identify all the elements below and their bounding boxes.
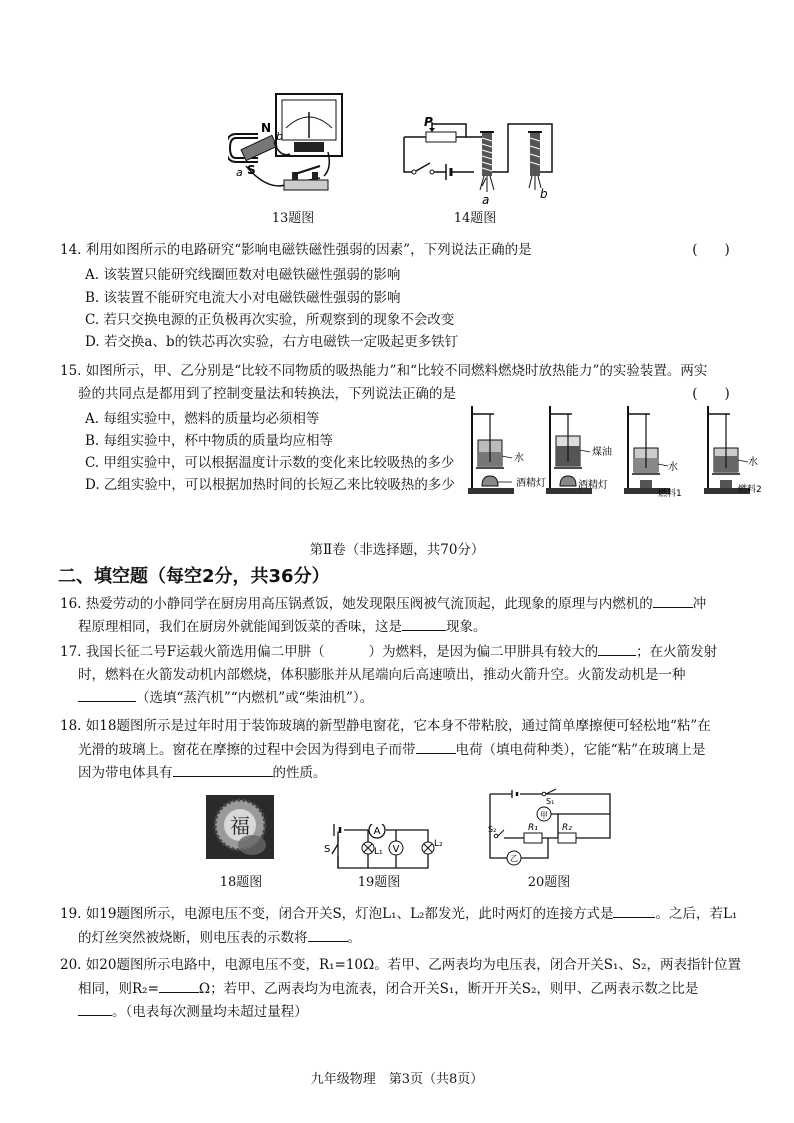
q17-text-1c: ；在火箭发射 (636, 644, 718, 660)
q15-option-b: B. 每组实验中，杯中物质的质量均应相等 (85, 433, 334, 449)
q20-line2 (78, 977, 758, 1001)
q15-option-c: C. 甲组实验中，可以根据温度计示数的变化来比较吸热的多少 (85, 455, 455, 471)
fig14-caption: 14题图 (453, 211, 497, 226)
q14-stem: 14. 利用如图所示的电路研究“影响电磁铁磁性强弱的因素”，下列说法正确的是 (60, 242, 532, 258)
q16-text-2a: 程原理相同，我们在厨房外就能闻到饭菜的香味，这是 (78, 619, 402, 635)
q15-stem-line2: 验的共同点是都用到了控制变量法和转换法，下列说法正确的是 (78, 386, 456, 402)
figure-13 (228, 92, 348, 204)
q14-option-c: C. 若只交换电源的正负极再次实验，所观察到的现象不会改变 (85, 312, 455, 328)
fig20-r2-label: R₂ (562, 823, 572, 833)
q18-blank-2[interactable] (173, 762, 273, 777)
fig20-s2-label: S₂ (488, 825, 497, 834)
q20-text-2b: Ω；若甲、乙两表均为电流表，闭合开关S₁，断开开关S₂，则甲、乙两表示数之比是 (198, 981, 699, 997)
q16-text-1a: 16. 热爱劳动的小静同学在厨房用高压锅煮饭，她发现限压阀被气流顶起，此现象的原理与内燃机的 (60, 596, 653, 612)
fig15-label-kerosene: 煤油 (592, 447, 612, 458)
q18-text-3b: 的性质。 (272, 765, 327, 781)
q18-text-2b: 电荷（填电荷种类），它能“粘”在玻璃上是 (455, 742, 706, 758)
figure-15-apparatus (464, 402, 780, 498)
q19-text-1b: 。之后，若L₁ (655, 906, 738, 922)
fig19-ammeter-label: A (373, 826, 381, 837)
q16-text-1b: 冲 (692, 596, 707, 612)
figure-14 (398, 116, 558, 208)
q19-line1 (60, 902, 760, 926)
q15-option-a: A. 每组实验中，燃料的质量均必须相等 (85, 411, 320, 427)
q14-option-a: A. 该装置只能研究线圈匝数对电磁铁磁性强弱的影响 (85, 267, 401, 283)
figure-20 (484, 788, 616, 866)
q17-line2: 时，燃料在火箭发动机内部燃烧，体积膨胀并从尾端向后高速喷出，推动火箭升空。火箭发动机是一种 (78, 667, 686, 683)
q20-line3 (78, 1000, 758, 1024)
q16-line1 (60, 592, 740, 616)
q16-blank-2[interactable] (402, 616, 446, 631)
fig15-label-lamp-1: 酒精灯 (516, 478, 546, 489)
fig20-r1-label: R₁ (528, 823, 538, 833)
fig15-label-lamp-2: 酒精灯 (578, 480, 608, 491)
q18-blank-1[interactable] (416, 739, 456, 754)
q18-line2 (78, 738, 758, 762)
section-title: 二、填空题（每空2分，共36分） (58, 566, 330, 587)
q17-text-1a: 17. 我国长征二号F运载火箭选用偏二甲肼（ (60, 644, 325, 660)
fig15-label-fuel1: 燃料1 (658, 489, 682, 498)
q20-blank-2[interactable] (78, 1001, 112, 1016)
fig18-caption: 18题图 (219, 875, 263, 890)
q16-text-2b: 现象。 (446, 619, 487, 635)
fig14-label-a: a (482, 193, 490, 207)
fig15-label-water-1: 水 (514, 453, 524, 464)
fig20-meter-yi: 乙 (510, 854, 518, 863)
q15-stem-line1: 15. 如图所示，甲、乙分别是“比较不同物质的吸热能力”和“比较不同燃料燃烧时放热能力”的实验装置。两实 (60, 363, 708, 379)
fig19-voltmeter-label: V (392, 844, 400, 855)
fig14-label-p: P (424, 116, 433, 129)
q17-text-3: （选填“蒸汽机”“内燃机”或“柴油机”）。 (136, 690, 374, 706)
fig19-switch-label: S (324, 844, 331, 855)
fig20-caption: 20题图 (527, 875, 571, 890)
q17-line1 (60, 640, 760, 664)
q14-answer-paren[interactable]: ( ) (692, 242, 730, 258)
figure-19 (316, 824, 446, 870)
q14-option-b: B. 该装置不能研究电流大小对电磁铁磁性强弱的影响 (85, 290, 401, 306)
q20-text-3: 。（电表每次测量均未超过量程） (112, 1004, 308, 1020)
q17-formula-box (325, 642, 369, 656)
q15-answer-paren[interactable]: ( ) (692, 386, 730, 402)
q18-line1: 18. 如18题图所示是过年时用于装饰玻璃的新型静电窗花，它本身不带粘胶，通过简单摩擦便可轻松地“粘”在 (60, 718, 711, 734)
q18-text-3a: 因为带电体具有 (78, 765, 173, 781)
fig14-label-b: b (540, 187, 548, 201)
fig13-caption: 13题图 (271, 211, 315, 226)
q17-line3 (78, 686, 758, 710)
fig13-label-s: S (247, 163, 256, 177)
fig19-caption: 19题图 (357, 875, 401, 890)
fig15-label-water-3: 水 (668, 462, 678, 473)
q18-line3 (78, 761, 758, 785)
q19-line2 (78, 926, 758, 950)
fig19-l2-label: L₂ (434, 839, 443, 849)
volume-title: 第Ⅱ卷（非选择题，共70分） (309, 542, 485, 558)
q19-text-1a: 19. 如19题图所示，电源电压不变，闭合开关S，灯泡L₁、L₂都发光，此时两灯的连接方式是 (60, 906, 614, 922)
q17-text-1b: ）为燃料，是因为偏二甲肼具有较大的 (368, 644, 599, 660)
fig13-label-b: b (276, 130, 283, 143)
q19-blank-1[interactable] (613, 903, 655, 918)
q18-text-2a: 光滑的玻璃上。窗花在摩擦的过程中会因为得到电子而带 (78, 742, 416, 758)
q15-option-d: D. 乙组实验中，可以根据加热时间的长短乙来比较吸热的多少 (85, 477, 455, 493)
q16-blank-1[interactable] (653, 593, 693, 608)
q19-text-2a: 的灯丝突然被烧断，则电压表的示数将 (78, 930, 308, 946)
q17-blank-1[interactable] (598, 641, 636, 656)
q16-line2 (78, 615, 758, 639)
q17-blank-2[interactable] (78, 687, 136, 702)
q19-text-2b: 。 (347, 930, 361, 946)
fig15-label-water-4: 水 (748, 457, 758, 468)
page-footer: 九年级物理 第3页（共8页） (310, 1072, 484, 1087)
q20-text-2a: 相同，则R₂= (78, 981, 159, 997)
q19-blank-2[interactable] (308, 927, 348, 942)
q20-blank-1[interactable] (159, 978, 199, 993)
fig18-char: 福 (230, 814, 250, 838)
fig19-l1-label: L₁ (374, 847, 383, 857)
fig20-s1-label: S₁ (546, 797, 555, 806)
fig13-label-n: N (261, 121, 272, 135)
q14-option-d: D. 若交换a、b的铁芯再次实验，右方电磁铁一定吸起更多铁钉 (85, 334, 459, 350)
fig20-meter-jia: 甲 (540, 811, 548, 820)
fig13-label-a: a (236, 166, 243, 179)
q20-line1: 20. 如20题图所示电路中，电源电压不变，R₁=10Ω。若甲、乙两表均为电压表，闭合开关S₁、S₂，两表指针位置 (60, 957, 742, 973)
figure-18 (206, 795, 274, 859)
fig15-label-fuel2: 燃料2 (738, 485, 762, 495)
